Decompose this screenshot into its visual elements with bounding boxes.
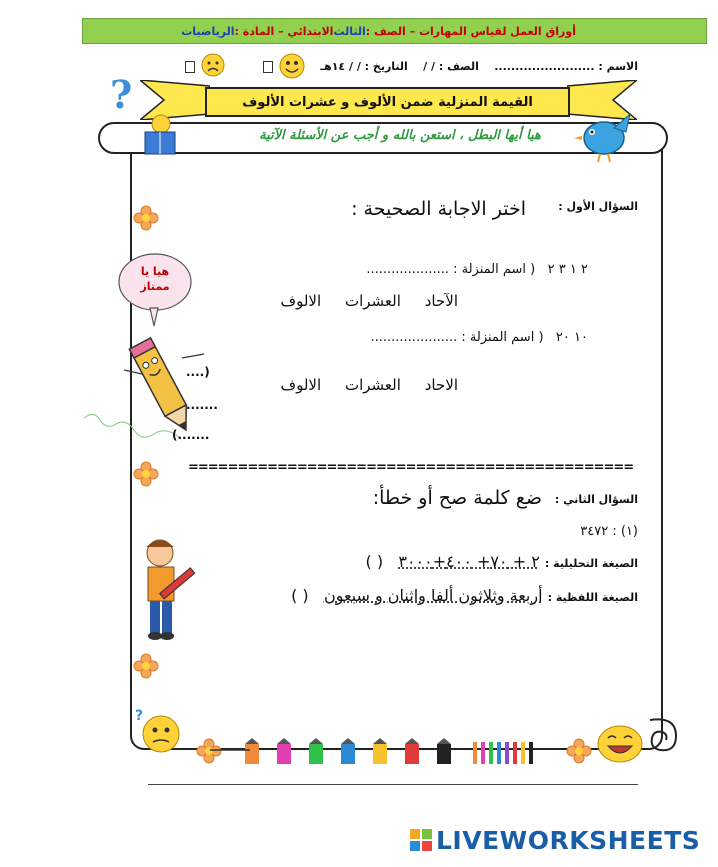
speech-text: هيا يا ممتاز <box>140 265 170 293</box>
option-tens[interactable]: العشرات <box>344 292 401 310</box>
verbal-answer-box[interactable]: ( ) <box>291 586 309 605</box>
section-divider: ============================================= <box>188 460 634 475</box>
q1-item2-number: ١٠ ٢٠ <box>555 330 588 345</box>
verbal-value: أربعة وثلاثون ألفا واثنان و سبعون <box>323 586 543 605</box>
blue-bird-icon <box>574 108 636 164</box>
colored-pencils-row <box>245 738 555 766</box>
subtitle: هيا أيها البطل ، استعن بالله و أجب عن الأسئلة الآتية <box>259 128 541 143</box>
header-text-2: الابتدائي – المادة : <box>234 24 334 38</box>
sad-face-checkbox[interactable] <box>185 58 195 77</box>
student-info-line <box>320 60 638 73</box>
flower-icon <box>133 205 159 231</box>
laughing-face-icon <box>594 722 646 766</box>
header-text-1: أوراق العمل لقياس المهارات – الصف : <box>365 24 576 38</box>
q1-instruction: اختر الاجابة الصحيحة : <box>351 198 526 220</box>
option-units[interactable]: الاحاد <box>424 376 458 394</box>
squiggle-line <box>82 410 182 445</box>
analytic-row <box>366 552 639 571</box>
header-bar <box>82 18 707 44</box>
analytic-answer-box[interactable]: ( ) <box>365 552 384 571</box>
thinking-face-icon <box>135 706 181 758</box>
flower-icon <box>133 653 159 679</box>
q2-label: السؤال الثاني : <box>554 493 638 506</box>
q1-item2-options <box>281 376 458 394</box>
q1-item1-prompt[interactable]: ( اسم المنزلة : .................... <box>366 262 536 277</box>
q1-item2-prompt[interactable]: ( اسم المنزلة : ..................... <box>370 330 544 345</box>
flower-icon <box>566 738 592 764</box>
svg-text:?: ? <box>135 708 144 724</box>
svg-text:?: ? <box>110 74 133 114</box>
page-title: القيمة المنزلية ضمن الألوف و عشرات الألوف <box>205 87 570 117</box>
option-thousands[interactable]: الالوف <box>280 376 322 394</box>
liveworksheets-logo-icon <box>410 829 432 851</box>
q2-instruction: ضع كلمة صح أو خطأ: <box>372 487 542 509</box>
analytic-label: الصيغة التحليلية : <box>544 557 638 570</box>
q1-item1 <box>366 262 588 277</box>
happy-face-icon <box>278 52 306 80</box>
option-units[interactable]: الآحاد <box>424 292 458 310</box>
verbal-row <box>291 586 638 605</box>
date-field: التاريخ : / / ١٤هـ <box>320 60 408 73</box>
footer-line <box>148 784 638 785</box>
scroll-curl-icon <box>646 716 680 756</box>
header-subject: الرياضيات <box>181 24 235 38</box>
question-mark-icon <box>108 74 134 114</box>
line-segment <box>210 748 250 752</box>
name-field[interactable]: الاسم : ........................ <box>494 60 638 73</box>
q1-item1-number: ٢ ١ ٣ ٢ <box>547 262 588 277</box>
header-grade: الثالث <box>333 24 366 38</box>
answer-dots-3[interactable]: (....... <box>172 428 210 442</box>
q1-item1-options <box>281 292 458 310</box>
answer-dots-1[interactable]: ....) <box>186 365 210 379</box>
option-thousands[interactable]: الالوف <box>280 292 322 310</box>
q1-label: السؤال الأول : <box>558 200 638 213</box>
q1-item2 <box>370 330 588 345</box>
reading-kid-icon <box>135 112 183 158</box>
happy-face-checkbox[interactable] <box>263 58 273 77</box>
brand-name[interactable]: LIVEWORKSHEETS <box>436 826 701 855</box>
flower-icon <box>133 461 159 487</box>
analytic-value: ٢ + ٧٠+ ٤٠٠+٣٠٠٠ <box>398 552 540 571</box>
sad-face-icon <box>200 52 226 78</box>
option-tens[interactable]: العشرات <box>344 376 401 394</box>
boy-with-pencil-icon <box>138 535 200 643</box>
class-field: الصف : / / <box>423 60 479 73</box>
q2-number: (١) : ٣٤٧٢ <box>580 524 638 539</box>
verbal-label: الصيغة اللفظية : <box>547 591 638 604</box>
answer-dots-2[interactable]: ....... <box>186 398 218 412</box>
